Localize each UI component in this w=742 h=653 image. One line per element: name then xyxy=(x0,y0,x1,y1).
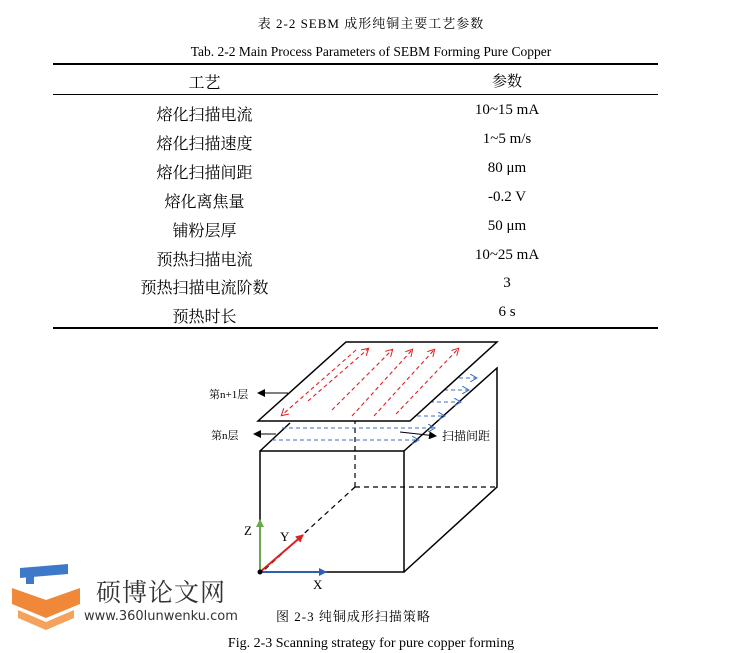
layer-n1-plate xyxy=(258,342,497,421)
spacing-pointer xyxy=(400,432,436,436)
value-cell: 80 μm xyxy=(487,160,527,176)
process-cell: 熔化扫描间距 xyxy=(156,165,253,182)
value-cell: -0.2 V xyxy=(487,189,527,205)
table-caption-en: Tab. 2-2 Main Process Parameters of SEBM Forming Pure Copper xyxy=(190,44,552,59)
axis-z-label: Z xyxy=(244,523,252,538)
value-cell: 10~15 mA xyxy=(474,102,540,118)
table-top-rule xyxy=(53,63,658,65)
process-cell: 铺粉层厚 xyxy=(172,223,237,240)
layer-n-label: 第n层 xyxy=(211,430,239,442)
axis-y-label: Y xyxy=(280,529,290,544)
scanning-strategy-diagram xyxy=(0,330,742,600)
table-row xyxy=(53,131,658,160)
axis-x-label: X xyxy=(313,577,323,592)
table-row xyxy=(53,189,658,218)
process-cell: 预热扫描电流 xyxy=(156,252,253,269)
table-row xyxy=(53,218,658,247)
coordinate-axes xyxy=(258,520,327,575)
table-row xyxy=(53,247,658,276)
table-caption-cn: 表 2-2 SEBM 成形纯铜主要工艺参数 xyxy=(257,16,485,31)
process-cell: 预热时长 xyxy=(172,309,237,326)
process-cell: 预热扫描电流阶数 xyxy=(140,280,269,297)
table-row xyxy=(53,160,658,189)
table-row xyxy=(53,102,658,131)
value-cell: 1~5 m/s xyxy=(482,131,532,147)
spacing-label: 扫描间距 xyxy=(442,429,491,443)
table-row xyxy=(53,275,658,304)
value-cell: 50 μm xyxy=(487,218,527,234)
process-cell: 熔化扫描速度 xyxy=(156,136,253,153)
header-process: 工艺 xyxy=(188,75,221,92)
value-cell: 10~25 mA xyxy=(474,247,540,263)
value-cell: 6 s xyxy=(498,304,516,320)
value-cell: 3 xyxy=(503,275,511,291)
process-cell: 熔化离焦量 xyxy=(164,194,245,211)
table-row xyxy=(53,304,658,333)
watermark-url: www.360lunwenku.com xyxy=(84,609,238,624)
figure-caption-cn: 图 2-3 纯铜成形扫描策略 xyxy=(276,609,431,624)
table-header-row xyxy=(53,70,658,99)
figure-caption-en: Fig. 2-3 Scanning strategy for pure copper forming xyxy=(227,636,515,651)
process-cell: 熔化扫描电流 xyxy=(156,107,253,124)
header-value: 参数 xyxy=(491,74,522,90)
watermark-name: 硕博论文网 xyxy=(96,578,227,607)
watermark-logo-icon xyxy=(8,560,90,632)
layer-n1-label: 第n+1层 xyxy=(209,389,249,401)
